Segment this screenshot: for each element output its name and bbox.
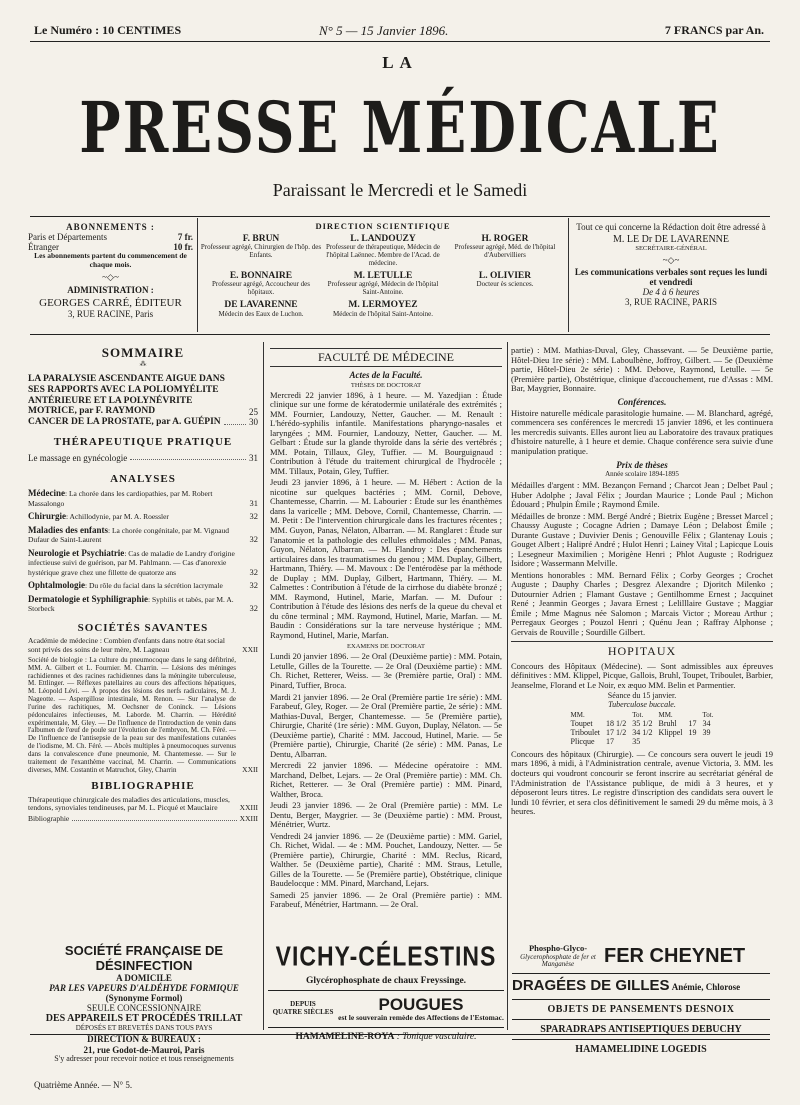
seance-date: Séance du 15 janvier.: [607, 691, 677, 701]
table-cell: 18 1/2: [606, 719, 627, 729]
etranger-price: 10 fr.: [173, 242, 193, 253]
redaction-block: Tout ce qui concerne la Rédaction doit être adressé à M. LE Dr DE LAVARENNE SECRÉTAIRE-GÉNÉRAL ~◇~ Les communications verbales sont reçues les lundi et vendredi De 4 à 6 heures 3, RUE RACINE, PARIS: [572, 222, 770, 307]
soc-biologie-page: XXII: [242, 765, 258, 774]
cheynet-l1: Phospho-Glyco-: [528, 943, 588, 953]
analysis-item[interactable]: [28, 580, 258, 591]
director-entry: [322, 271, 444, 297]
ad1-line: SEULE CONCESSIONNAIRE: [86, 1003, 202, 1014]
ad1-line: DÉPOSÉS ET BREVETÉS DANS TOUS PAYS: [75, 1023, 213, 1032]
theses-heading: THÈSES DE DOCTORAT: [350, 381, 422, 389]
prix-mentions: Mentions honorables : MM. Bernard Félix ; Corby Georges ; Crochet Auguste ; Dauphy Charles ; Desgrez Alexandre ; Djoritch Milenko ; Dutournier Adrien ; Flamant Gustave ; Gentilhomme Ernest ; Jacquinet René ; Jeanmin Georges ; Javara Ernest ; Lelilllaire Gustave ; Maggiar Émile ; Mme Magnus née Salomon ; Marcais Victor ; Moreau Arthur ; Perregaux Georges ; Pouzol Henri ; Quénu Jean ; Raffray Alphonse ; Gervais de Rouville ; Sourdille Gilbert.: [511, 569, 773, 637]
examens-para: Samedi 25 janvier 1896. — 2e Oral (Première partie) : MM. Farabeuf, Ménétrier, Hartmann. — 2e Oral.: [270, 889, 502, 910]
abonnements-block: ABONNEMENTS : Paris et Départements 7 fr. Étranger 10 fr. Les abonnements partent du commencement de chaque mois. ~◇~ ADMINISTRATION : GEORGES CARRÉ, ÉDITEUR 3, RUE RACINE, Paris: [28, 222, 193, 320]
editor-name: GEORGES CARRÉ, ÉDITEUR: [39, 297, 182, 310]
director-title: Docteur ès sciences.: [476, 280, 534, 289]
table-cell: Bruhl: [658, 719, 677, 729]
soc-biologie[interactable]: Société de biologie : La culture du pneumocoque dans le sang défibriné, MM. A. Gilbert et L. Fournier. M. Charrin. — Lésions des méninges rachidiennes et des racines rachidiennes dans la méningite tuberculeuse, M. Ettlinger. — Réflexes patellaires au cours des affections hépatiques, M. Léopold Lévi. — À propos des lésions des nerfs radiculaires, M. J. Nageotte. — Aspergillose intestinale, M. Renon. — Sur l'analyse de l'urine des rachitiques, M. Oechsner de Coninck. — Lésions pédonculaires infectieuses, M. Laborde. M. Charrin. — Hérédité expérimentale, M. Gley. — De l'influence de l'introduction de venin dans l'albumen de l'œuf de poule sur l'évolution de l'embryon, M. Ch. Féré. — De l'influence de l'antisepsie de la peau sur des manifestations cutanées de l'iodisme, M. Ch. Féré. — Abcès multiples à pneumocoques survenus dans la convalescence d'une pneumonie, M. Chantemesse. — Sur le traitement de l'exanthème vaccinal, M. Charrin. — Communications diverses, MM. Costantin et Matruchot, Gley, Charrin: [28, 655, 236, 774]
analysis-title: : Achillodynie, par M. A. Roessler: [66, 512, 169, 522]
table-cell: [685, 738, 699, 747]
abonnements-note: Les abonnements partent du commencement de chaque mois.: [34, 251, 187, 269]
table-row: [568, 738, 717, 747]
masthead-title: PRESSE MÉDICALE: [79, 85, 721, 169]
admin-address: 3, RUE RACINE, Paris: [67, 309, 154, 320]
director-entry: [200, 300, 322, 318]
pougues-text: est le souverain remède des Affections de l'Estomac.: [338, 1013, 504, 1023]
top-rule: [30, 41, 770, 42]
faculte-column: [270, 348, 502, 912]
analysis-page: 32: [249, 511, 258, 522]
direction-block: [200, 222, 566, 318]
sommaire-heading: SOMMAIRE: [101, 345, 185, 360]
prix-year: Année scolaire 1894-1895: [605, 470, 679, 479]
cancer-page: 30: [249, 416, 258, 427]
analysis-title: : Cas de maladie de Landry d'origine infectieuse suivi de guérison, par M. Pahlmann. — Cas d'anorexie hystérique grave chez une fillette de quatorze ans: [28, 548, 235, 577]
masthead-subtitle: Paraissant le Mercredi et le Samedi: [272, 180, 528, 200]
table-cell: 17: [606, 737, 615, 747]
analysis-item[interactable]: [28, 511, 258, 522]
examens-heading: EXAMENS DE DOCTORAT: [347, 643, 425, 651]
redaction-address: 3, RUE RACINE, PARIS: [625, 296, 717, 307]
year-issue: Quatrième Année. — N° 5.: [34, 1080, 133, 1090]
analysis-title: : La chorée dans les cardiopathies, par M. Robert Massalongo: [28, 489, 213, 508]
analysis-category: Dermatologie et Syphiligraphie: [28, 593, 148, 604]
analysis-category: Chirurgie: [28, 511, 66, 522]
therap-heading: THÉRAPEUTIQUE PRATIQUE: [53, 435, 233, 448]
examens-para: Jeudi 23 janvier 1896. — 2e Oral (Première partie) : MM. Le Dentu, Berger, Maygrier. — 3e (Deuxième partie) : MM. Proust, Ménétrier, Wurtz.: [270, 800, 502, 830]
ad1-line: A DOMICILE: [116, 973, 172, 984]
redaction-hours: De 4 à 6 heures: [642, 286, 700, 297]
table-cell: Plicque: [570, 737, 595, 747]
prix-argent: Médailles d'argent : MM. Bezançon Fernand ; Charcot Jean ; Delbet Paul ; Huber Adolphe ; Javal Félix ; Jourdan Maurice ; Londe Paul ; Michon Édouard ; Phulpin Émile ; Raymond Émile.: [511, 480, 773, 510]
examens-cont: partie) : MM. Mathias-Duval, Gley, Chassevant. — 5e Deuxième partie, Hôtel-Dieu 1re série) : MM. Laboulbène, Joffroy, Gilbert. — 5e (Deuxième partie, Hôtel-Dieu 2e série) : MM. Debove, Raymond, Letulle. — 5e (Première partie), Obstétrique, clinique d'accouchement, rue d'Assas : MM. Bar, Maygrier, Bonnaire.: [511, 345, 773, 394]
director-title: Professeur agrégé, Méd. de l'hôpital d'Aubervilliers: [454, 243, 556, 259]
table-cell: [655, 738, 685, 747]
hamameline-text: : Tonique vasculaire.: [396, 1031, 477, 1042]
director-name: L. OLIVIER: [478, 270, 532, 281]
theses-para: Mercredi 22 janvier 1896, à 1 heure. — M. Yazedjian : Étude clinique sur une forme de kératodermie unilatérale des extrémités ; MM. Fournier, Landouzy, Netter, Gaucher. — M. Renault : L'hérédo-syphilis infantile. Manifestations pharyngo-nasales et laryngées ; MM. Fournier, Landouzy, Netter, Gaucher. — M. Gelbart : Étude sur la glande thyroïde dans la série des vertébrés ; MM. Potain, Tillaux, Gley, Tuffier. — M. Bourguignaud : Contribution à l'étude du traitement chirurgical de l'hydrocèle ; MM. Tillaux, Potain, Gley, Tuffier.: [270, 389, 502, 476]
faculte-heading: FACULTÉ DE MÉDECINE: [318, 350, 454, 364]
band-divider: [197, 218, 198, 332]
table-cell: 35 1/2: [632, 719, 653, 729]
analysis-page: 31: [249, 497, 258, 508]
paris-label: Paris et Départements: [28, 232, 107, 243]
examens-para: Vendredi 24 janvier 1896. — 2e (Deuxième partie) : MM. Gariel, Ch. Richet, Widal. — 4e : MM. Pouchet, Landouzy, Netter. — 5e (Première partie), Chirurgie, Charité : MM. Reclus, Ricard, Walther. 5e (Deuxième partie), Charité : MM. Straus, Letulle, Gilles de la Tourette. — 5e (Première partie), Obstétrique, clinique Baudelocque : MM. Pinard, Marchand, Lejars.: [270, 830, 502, 889]
director-name: M. LERMOYEZ: [348, 299, 418, 310]
dragees-title: DRAGÉES DE GILLES: [512, 977, 670, 995]
table-cell: 35: [632, 737, 641, 747]
issue-text: N° 5 — 15 Janvier 1896.: [319, 23, 449, 38]
vichy-sub: Glycérophosphate de chaux Freyssinge.: [268, 976, 504, 992]
table-cell: Toupet: [570, 719, 593, 729]
director-title: Professeur de thérapeutique, Médecin de l'hôpital Laënnec. Membre de l'Acad. de médecine.: [325, 243, 441, 267]
band-bottom-rule: [30, 334, 770, 335]
masthead-la: LA: [382, 53, 418, 72]
director-name: M. LETULLE: [353, 270, 413, 281]
analysis-category: Maladies des enfants: [28, 524, 109, 535]
column-divider: [507, 342, 508, 1030]
director-title: Médecin des Eaux de Luchon.: [218, 309, 304, 318]
admin-heading: ADMINISTRATION :: [67, 285, 154, 296]
analysis-title: : La chorée congénitale, par M. Vignaud Dufaur de Saint-Laurent: [28, 525, 230, 545]
biblio-page-2: XXIII: [239, 814, 258, 824]
ad1-line: (Synonyme Formol): [105, 993, 183, 1004]
director-title: Médecin de l'hôpital Saint-Antoine.: [332, 309, 434, 318]
conf-heading: Conférences.: [617, 396, 667, 407]
director-name: E. BONNAIRE: [229, 270, 293, 281]
director-entry: [200, 234, 322, 268]
redaction-line: Tout ce qui concerne la Rédaction doit être adressé à: [576, 222, 766, 232]
table-cell: 17: [688, 719, 697, 729]
examens-para: Lundi 20 janvier 1896. — 2e Oral (Deuxième partie) : MM. Potain, Letulle, Gilles de la Tourette. — 2e Oral (Deuxième partie) : MM. Ch. Richet, Retterer, Weiss. — 3e (Première partie, Oral) : MM. Pinard, Tuffier, Broca.: [270, 651, 502, 690]
ad1-title: SOCIÉTÉ FRANÇAISE DE DÉSINFECTION: [64, 943, 224, 973]
results-table: MM. Tot. MM. Tot. Toupet 18 1/2 35 1/2 Bruhl 17 34 Triboulet 17 1/2 34 1/2 Klippel 19 39 Plicque 17 35: [568, 712, 717, 747]
analysis-page: 32: [249, 603, 258, 614]
cancer-article[interactable]: CANCER DE LA PROSTATE, par A. GUÉPIN: [28, 416, 221, 427]
analysis-page: 32: [249, 580, 258, 591]
soc-academie[interactable]: Académie de médecine : Combien d'enfants dans notre état social sont privés des soins de leur mère, M. Lagneau: [28, 636, 225, 654]
director-title: Professeur agrégé, Accoucheur des hôpitaux.: [212, 280, 310, 297]
subscription-price: 7 FRANCS par An.: [664, 23, 764, 37]
director-entry: [322, 300, 444, 318]
direction-heading: DIRECTION SCIENTIFIQUE: [315, 221, 451, 231]
redaction-role: SECRÉTAIRE-GÉNÉRAL: [635, 245, 707, 253]
table-cell: Triboulet: [570, 728, 601, 738]
right-column: [511, 346, 773, 819]
director-entry: [200, 271, 322, 297]
analysis-item[interactable]: [28, 594, 258, 614]
sommaire-column: SOMMAIRE ⁂ LA PARALYSIE ASCENDANTE AIGUE DANS SES RAPPORTS AVEC LA POLIOMYÉLITE ANTÉRIEURE ET LA POLYNÉVRITE MOTRICE, par F. RAYMOND 25 CANCER DE LA PROSTATE, par A. GUÉPIN 30 THÉRAPEUTIQUE PRATIQUE Le massage en gynécologie 31 ANALYSES Médecine: La chorée dans les cardiopathies, par M. Robert Massalongo 31 Chirurgie: Achillodynie, par M. A. Roessler 32 Maladies des enfants: La chorée congénitale, par M. Vignaud Dufaur de Saint-Laurent 32 Neurologie et Psychiatrie: Cas de maladie de Landry d'origine infectieuse suivi de guérison, par M. Pahlmann. — Cas d'anorexie hystérique grave chez une fillette de quatorze ans 32 Ophtalmologie: Du rôle du facial dans la sécrétion lacrymale 32 Dermatologie et Syphiligraphie: Syphilis et tabès, par M. A. Storbeck 32 SOCIÉTÉS SAVANTES Académie de médecine : Combien d'enfants dans notre état social sont privés des soins de leur mère, M. Lagneau XXII Société de biologie : La culture du pneumocoque dans le sang défibriné, MM. A. Gilbert et L. Fournier. M. Charrin. — Lésions des méninges rachidiennes et des racines rachidiennes dans la méningite tuberculeuse, M. Ettlinger. — Réflexes patellaires au cours des affections hépatiques, M. Léopold Lévi. — À propos des lésions des nerfs radiculaires, M. J. Nageotte. — Aspergillose intestinale, M. Renon. — Sur l'analyse de l'urine des rachitiques, M. Oechsner de Coninck. — Lésions pédonculaires infectieuses, M. Laborde. M. Charrin. — Hérédité expérimentale, M. Gley. — De l'influence de l'introduction de venin dans l'albumen de l'œuf de poule sur l'évolution de l'embryon, M. Ch. Féré. — De l'influence de l'antisepsie de la peau sur des manifestations cutanées de l'iodisme, M. Ch. Féré. — Abcès multiples à pneumocoques survenus dans la convalescence d'une pneumonie, M. Chantemesse. — Sur le traitement de l'exanthème vaccinal, M. Charrin. — Communications diverses, MM. Costantin et Matruchot, Gley, Charrin XXII BIBLIOGRAPHIE Thérapeutique chirurgicale des maladies des articulations, muscles, tendons, synoviales tendineuses, par M. L. Picqué et Mauclaire XXIII Bibliographie XXIII: [28, 345, 258, 824]
director-name: DE LAVARENNE: [224, 299, 298, 310]
analysis-item[interactable]: [28, 488, 258, 508]
band-divider: [568, 218, 569, 332]
hopitaux-heading: HOPITAUX: [607, 644, 677, 659]
analysis-category: Médecine: [28, 488, 65, 499]
analysis-item[interactable]: [28, 525, 258, 545]
biblio-item[interactable]: Thérapeutique chirurgicale des maladies des articulations, muscles, tendons, synoviales tendineuses, par M. L. Picqué et Mauclaire: [28, 794, 230, 813]
band-top-rule: [30, 216, 770, 217]
etranger-label: Étranger: [28, 242, 59, 253]
actes-heading: Actes de la Faculté.: [349, 370, 423, 381]
lead-page: 25: [249, 406, 258, 417]
table-cell: Klippel: [658, 728, 683, 738]
ad1-line: PAR LES VAPEURS D'ALDÉHYDE FORMIQUE: [49, 983, 239, 994]
analyses-heading: ANALYSES: [110, 472, 176, 485]
analysis-title: : Syphilis et tabès, par M. A. Storbeck: [28, 594, 234, 614]
table-cell: 17 1/2: [606, 728, 627, 738]
biblio-heading: BIBLIOGRAPHIE: [91, 780, 195, 793]
examens-para: Mercredi 22 janvier 1896. — Médecine opératoire : MM. Marchand, Delbet, Lejars. — 2e Oral (Première partie) : MM. Ch. Richet, Retterer. — 3e Oral (Première partie) : MM. Pinard, Walther, Broca.: [270, 760, 502, 799]
hamameline-title: HAMAMELINE-ROYA: [295, 1031, 395, 1042]
analysis-category: Ophtalmologie: [28, 580, 86, 591]
cheynet-l2: Glycerophosphate de fer et Manganèse: [520, 952, 596, 969]
abonnements-heading: ABONNEMENTS :: [66, 222, 155, 232]
theses-para: Jeudi 23 janvier 1896, à 1 heure. — M. Hébert : Action de la nicotine sur quelques bactéries ; MM. Cornil, Debove, Chantemesse, Charrin. — M. Labourier : Étude sur les énanthèmes dans la varicelle ; MM. Debove, Cornil, Chantemesse, Charrin. — M. Petit : De l'intervention chirurgicale dans les fractures récentes ; MM. Guyon, Panas, Nélaton, Albarran. — M. Ranglaret : Étude sur l'anatomie et la pathologie des cellules ethmoïdales ; MM. Panas, Guyon, Nélaton, Albarran. — M. Flandroy : Des épanchements articulaires dans les traumatismes du genou ; MM. Duplay, Gilbert, Hartmann, Thiéry. — M. Mavoux : De l'entérodèse par la méthode de Duplay ; MM. Duplay, Gilbert, Hartmann, Thiéry. — M. Calmettes : Contribution à l'étude de la cirrhose du diabète bronzé ; MM. Raymond, Hutinel, Marie, Marfan. — M. Dufour : Contribution à l'étude des lésions des nerfs de la queue du cheval et du cône terminal ; MM. Raymond, Hutinel, Marie, Marfan. — M. Baudin : Considérations sur la tare nerveuse hystérique ; MM. Raymond, Hutinel, Marie, Marfan.: [270, 477, 502, 640]
cheynet-ad[interactable]: [512, 944, 770, 1056]
objets-pansements: OBJETS DE PANSEMENTS DESNOIX: [512, 1000, 770, 1020]
analysis-title: : Du rôle du facial dans la sécrétion lacrymale: [85, 581, 223, 591]
price-text: Le Numéro : 10 CENTIMES: [34, 23, 182, 37]
analysis-category: Neurologie et Psychiatrie: [28, 547, 125, 558]
prix-bronze: Médailles de bronze : MM. Bergé André ; Bietrix Eugène ; Bresset Marcel ; Chaussy Auguste ; Cocagne Adrien ; Damaye Léon ; Delabost Émile ; Durante Gustave ; Duvivier Denis ; Genouville Félix ; Glantenay Louis ; Gouget Albert ; Halipré André ; Hulot Henri ; Lainey Vital ; Lapicque Louis ; Lesegneur Maximilien ; Morigène Henri ; Phlot Auguste ; Rodriguez Isidore ; Wassermann Melville.: [511, 510, 773, 569]
director-title: Professeur agrégé, Médecin de l'hôpital Saint-Antoine.: [327, 280, 439, 297]
pougues-title: POUGUES: [378, 995, 464, 1015]
soc-academie-page: XXII: [242, 644, 258, 654]
pougues-since: DEPUIS: [290, 1000, 316, 1009]
fer-cheynet: FER CHEYNET: [604, 945, 746, 968]
examens-para: Mardi 21 janvier 1896. — 2e Oral (Première partie 1re série) : MM. Farabeuf, Gley, Roger. — 2e Oral (Première partie, 2e série) : MM. Mathias-Duval, Berger, Chantemesse. — 5e (Première partie), Chirurgie, Charité (1re série) : MM. Guyon, Duplay, Nélaton. — 5e (Deuxième partie), Charité : MM. Jaccoud, Hutinel, Marie. — 5e (Première partie), Chirurgie, Charité (2e série) : MM. Panas, Le Dentu, Albarran.: [270, 691, 502, 759]
biblio-item-2[interactable]: Bibliographie: [28, 814, 70, 824]
conf-text: Histoire naturelle médicale parasitologie humaine. — M. Blanchard, agrégé, commencera ses conférences le mercredi 15 janvier 1896, et les continuera les mercredis suivants. Elles auront lieu au Laboratoire des travaux pratiques d'histoire naturelle, à 1 heure et demie. Chaque conférence sera suivie d'une manipulation pratique.: [511, 407, 773, 456]
therap-item[interactable]: Le massage en gynécologie: [28, 452, 128, 463]
hamamelidine: HAMAMELIDINE LOGEDIS: [575, 1044, 707, 1056]
vichy-title: VICHY-CÉLESTINS: [275, 940, 497, 972]
director-name: L. LANDOUZY: [350, 233, 416, 244]
ad1-line: DIRECTION & BUREAUX :: [87, 1034, 201, 1045]
hop-chirurgie: Concours des hôpitaux (Chirurgie). — Ce concours sera ouvert le jeudi 19 mars 1896, à midi, à l'Administration centrale, avenue Victoria, 3. MM. les docteurs qui voudront concourir se feront inscrire au secrétariat général de l'Administration de l'Assistance publique, de midi à 3 heures, et y déposeront leurs titres. Le registre d'inscription des candidats sera ouvert le lundi 10 février, et sera clos définitivement le samedi 29 du même mois, à 3 heures.: [511, 748, 773, 817]
director-name: F. BRUN: [242, 233, 280, 244]
table-cell: 34: [702, 719, 711, 729]
analysis-page: 32: [249, 566, 258, 577]
column-divider: [263, 342, 264, 1030]
director-name: H. ROGER: [481, 233, 529, 244]
director-entry: [322, 234, 444, 268]
therap-page: 31: [249, 452, 258, 463]
redaction-name: M. LE Dr DE LAVARENNE: [612, 234, 729, 246]
director-title: Professeur agrégé, Chirurgien de l'hôp. des Enfants.: [200, 243, 322, 259]
director-entry: [444, 271, 566, 297]
table-cell: [699, 738, 716, 747]
hop-medecine: Concours des Hôpitaux (Médecine). — Sont admissibles aux épreuves définitives : MM. Klippel, Picque, Gallois, Bruhl, Toupet, Triboulet, Barbier, Jeanselme, Florand et Le Noir, ex æquo MM. Belin et Parmentier.: [511, 660, 773, 690]
director-entry: [444, 234, 566, 268]
biblio-page: XXIII: [239, 803, 258, 813]
vichy-ad[interactable]: [268, 940, 504, 1042]
pougues-since2: QUATRE SIÈCLES: [272, 1008, 334, 1017]
table-cell: 39: [702, 728, 711, 738]
table-cell: 34 1/2: [632, 728, 653, 738]
ad1-line: S'y adresser pour recevoir notice et tous renseignements: [54, 1053, 234, 1063]
seance-subject: Tuberculose buccale.: [608, 700, 676, 710]
paris-price: 7 fr.: [177, 232, 193, 243]
lead-article[interactable]: LA PARALYSIE ASCENDANTE AIGUE DANS SES RAPPORTS AVEC LA POLIOMYÉLITE ANTÉRIEURE ET LA POLYNÉVRITE MOTRICE, par F. RAYMOND: [28, 374, 225, 417]
dragees-sub: Anémie, Chlorose: [671, 982, 741, 993]
ad1-line: 21, rue Godot-de-Mauroi, Paris: [83, 1044, 205, 1055]
redaction-comm: Les communications verbales sont reçues les lundi et vendredi: [574, 266, 768, 287]
analysis-page: 32: [249, 534, 258, 545]
sparadraps: SPARADRAPS ANTISEPTIQUES DEBUCHY: [512, 1020, 770, 1040]
analysis-item[interactable]: [28, 548, 258, 578]
societes-heading: SOCIÉTÉS SAVANTES: [77, 621, 209, 634]
prix-heading: Prix de thèses: [616, 460, 668, 471]
desinfection-ad[interactable]: [28, 944, 260, 1064]
ad1-line: DES APPAREILS ET PROCÉDÉS TRILLAT: [45, 1013, 243, 1025]
table-cell: 19: [688, 728, 697, 738]
